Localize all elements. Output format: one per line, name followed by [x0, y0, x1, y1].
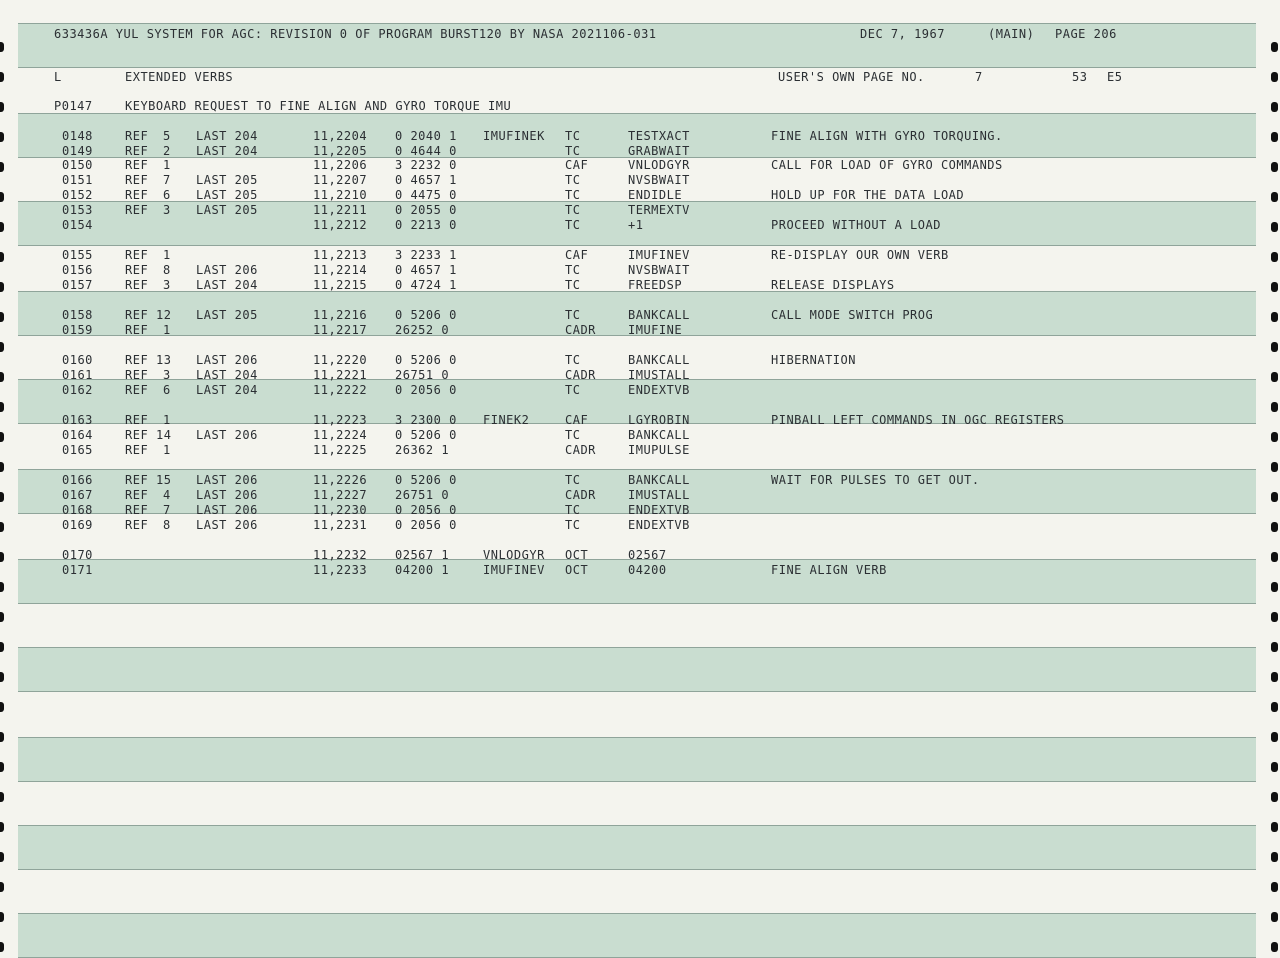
last-ref: LAST 204: [196, 383, 258, 397]
opcode: CAF: [565, 158, 589, 172]
octal-code: 02567 1: [395, 548, 450, 562]
code-1: 53: [1072, 70, 1088, 84]
feed-hole: [0, 462, 4, 472]
feed-hole: [0, 762, 4, 772]
ref-count: 14: [156, 428, 172, 442]
operand: ENDEXTVB: [628, 383, 690, 397]
ref-marker: REF: [125, 158, 149, 172]
operand: IMUSTALL: [628, 368, 690, 382]
listing-row: [0, 443, 1280, 458]
comment: RELEASE DISPLAYS: [771, 278, 895, 292]
octal-code: 0 4475 0: [395, 188, 457, 202]
line-number: 0163: [62, 413, 93, 427]
opcode: TC: [565, 263, 581, 277]
octal-code: 3 2232 0: [395, 158, 457, 172]
listing-row: [0, 203, 1280, 218]
ref-count: 3: [163, 278, 171, 292]
address: 11,2215: [313, 278, 368, 292]
ref-count: 8: [163, 518, 171, 532]
operand: NVSBWAIT: [628, 173, 690, 187]
opcode: TC: [565, 144, 581, 158]
feed-hole: [1271, 402, 1278, 412]
section-name: EXTENDED VERBS: [125, 70, 234, 84]
feed-hole: [0, 402, 4, 412]
operand: 04200: [628, 563, 667, 577]
ref-count: 1: [163, 248, 171, 262]
listing-row: [0, 428, 1280, 443]
section-tag: (MAIN): [988, 27, 1035, 41]
ref-count: 1: [163, 413, 171, 427]
address: 11,2204: [313, 129, 368, 143]
ref-marker: REF: [125, 308, 149, 322]
ref-marker: REF: [125, 503, 149, 517]
comment: FINE ALIGN WITH GYRO TORQUING.: [771, 129, 1003, 143]
operand: BANKCALL: [628, 428, 690, 442]
operand: TERMEXTV: [628, 203, 690, 217]
opcode: CADR: [565, 368, 596, 382]
opcode: CAF: [565, 248, 589, 262]
comment: PINBALL LEFT COMMANDS IN OGC REGISTERS: [771, 413, 1065, 427]
listing-row: [0, 144, 1280, 159]
line-number: 0162: [62, 383, 93, 397]
opcode: CAF: [565, 413, 589, 427]
ref-marker: REF: [125, 443, 149, 457]
job-line: 633436A YUL SYSTEM FOR AGC: REVISION 0 OF PROGRAM BURST120 BY NASA 2021106-031: [54, 27, 657, 41]
listing-row: [0, 503, 1280, 518]
listing-row: [0, 188, 1280, 203]
last-ref: LAST 206: [196, 518, 258, 532]
listing-row: [0, 353, 1280, 368]
listing-row: [0, 278, 1280, 293]
octal-code: 3 2233 1: [395, 248, 457, 262]
operand: GRABWAIT: [628, 144, 690, 158]
feed-hole: [0, 732, 4, 742]
opcode: OCT: [565, 548, 589, 562]
ref-marker: REF: [125, 173, 149, 187]
ref-count: 1: [163, 158, 171, 172]
octal-code: 0 4644 0: [395, 144, 457, 158]
opcode: TC: [565, 278, 581, 292]
ref-marker: REF: [125, 518, 149, 532]
title-line: [0, 99, 1280, 114]
line-number: 0148: [62, 129, 93, 143]
greenbar-band: [18, 825, 1256, 870]
opcode: CADR: [565, 443, 596, 457]
operand: +1: [628, 218, 644, 232]
feed-hole: [0, 822, 4, 832]
ref-count: 3: [163, 203, 171, 217]
feed-hole: [1271, 792, 1278, 802]
ref-marker: REF: [125, 323, 149, 337]
opcode: TC: [565, 503, 581, 517]
listing-row: [0, 129, 1280, 144]
print-date: DEC 7, 1967: [860, 27, 945, 41]
subheader-line: [0, 70, 1280, 85]
line-number: 0159: [62, 323, 93, 337]
opcode: CADR: [565, 488, 596, 502]
listing-row: [0, 158, 1280, 173]
last-ref: LAST 204: [196, 278, 258, 292]
feed-hole: [1271, 822, 1278, 832]
ref-marker: REF: [125, 413, 149, 427]
last-ref: LAST 206: [196, 503, 258, 517]
operand: VNLODGYR: [628, 158, 690, 172]
last-ref: LAST 206: [196, 488, 258, 502]
line-number: 0151: [62, 173, 93, 187]
line-number: 0157: [62, 278, 93, 292]
address: 11,2233: [313, 563, 368, 577]
address: 11,2213: [313, 248, 368, 262]
feed-hole: [0, 702, 4, 712]
address: 11,2207: [313, 173, 368, 187]
feed-hole: [0, 642, 4, 652]
title-text: KEYBOARD REQUEST TO FINE ALIGN AND GYRO TORQUE IMU: [125, 99, 512, 113]
listing-row: [0, 518, 1280, 533]
feed-hole: [1271, 702, 1278, 712]
comment: HIBERNATION: [771, 353, 856, 367]
line-number: 0155: [62, 248, 93, 262]
address: 11,2230: [313, 503, 368, 517]
octal-code: 0 5206 0: [395, 308, 457, 322]
feed-hole: [1271, 42, 1278, 52]
feed-hole: [1271, 672, 1278, 682]
last-ref: LAST 205: [196, 203, 258, 217]
address: 11,2223: [313, 413, 368, 427]
feed-hole: [0, 792, 4, 802]
listing-row: [0, 248, 1280, 263]
octal-code: 0 2056 0: [395, 383, 457, 397]
ref-count: 5: [163, 129, 171, 143]
octal-code: 04200 1: [395, 563, 450, 577]
ref-marker: REF: [125, 278, 149, 292]
ref-count: 3: [163, 368, 171, 382]
opcode: TC: [565, 428, 581, 442]
opcode: TC: [565, 353, 581, 367]
symbol-label: IMUFINEV: [483, 563, 545, 577]
operand: ENDEXTVB: [628, 518, 690, 532]
comment: CALL FOR LOAD OF GYRO COMMANDS: [771, 158, 1003, 172]
ref-marker: REF: [125, 383, 149, 397]
ref-marker: REF: [125, 428, 149, 442]
address: 11,2232: [313, 548, 368, 562]
address: 11,2206: [313, 158, 368, 172]
feed-hole: [0, 582, 4, 592]
last-ref: LAST 205: [196, 308, 258, 322]
operand: ENDEXTVB: [628, 503, 690, 517]
code-2: E5: [1107, 70, 1123, 84]
feed-hole: [0, 612, 4, 622]
address: 11,2224: [313, 428, 368, 442]
feed-hole: [1271, 642, 1278, 652]
ref-count: 1: [163, 443, 171, 457]
ref-count: 8: [163, 263, 171, 277]
ref-count: 12: [156, 308, 172, 322]
last-ref: LAST 204: [196, 368, 258, 382]
line-number: 0150: [62, 158, 93, 172]
ref-count: 6: [163, 383, 171, 397]
line-number: 0165: [62, 443, 93, 457]
feed-hole: [1271, 942, 1278, 952]
comment: CALL MODE SWITCH PROG: [771, 308, 934, 322]
opcode: TC: [565, 473, 581, 487]
greenbar-band: [18, 913, 1256, 958]
ref-marker: REF: [125, 263, 149, 277]
octal-code: 0 2213 0: [395, 218, 457, 232]
ref-count: 1: [163, 323, 171, 337]
listing-row: [0, 548, 1280, 563]
feed-hole: [1271, 882, 1278, 892]
listing-row: [0, 263, 1280, 278]
address: 11,2226: [313, 473, 368, 487]
comment: FINE ALIGN VERB: [771, 563, 887, 577]
line-number: 0156: [62, 263, 93, 277]
line-number: 0153: [62, 203, 93, 217]
ref-count: 2: [163, 144, 171, 158]
octal-code: 0 2056 0: [395, 503, 457, 517]
line-number: 0160: [62, 353, 93, 367]
opcode: TC: [565, 383, 581, 397]
feed-hole: [1271, 912, 1278, 922]
ref-count: 7: [163, 503, 171, 517]
address: 11,2225: [313, 443, 368, 457]
page-number: PAGE 206: [1055, 27, 1117, 41]
last-ref: LAST 204: [196, 144, 258, 158]
feed-hole: [1271, 582, 1278, 592]
ref-marker: REF: [125, 473, 149, 487]
opcode: TC: [565, 518, 581, 532]
comment: HOLD UP FOR THE DATA LOAD: [771, 188, 965, 202]
line-number: 0167: [62, 488, 93, 502]
listing-row: [0, 173, 1280, 188]
line-number: 0171: [62, 563, 93, 577]
ref-marker: REF: [125, 248, 149, 262]
listing-row: [0, 308, 1280, 323]
listing-row: [0, 413, 1280, 428]
ref-count: 4: [163, 488, 171, 502]
operand: IMUSTALL: [628, 488, 690, 502]
listing-row: [0, 383, 1280, 398]
operand: BANKCALL: [628, 308, 690, 322]
line-number: 0161: [62, 368, 93, 382]
ref-marker: REF: [125, 368, 149, 382]
symbol-label: FINEK2: [483, 413, 530, 427]
octal-code: 0 2056 0: [395, 518, 457, 532]
address: 11,2214: [313, 263, 368, 277]
feed-hole: [0, 882, 4, 892]
address: 11,2205: [313, 144, 368, 158]
operand: LGYROBIN: [628, 413, 690, 427]
octal-code: 0 2040 1: [395, 129, 457, 143]
ref-marker: REF: [125, 188, 149, 202]
last-ref: LAST 206: [196, 473, 258, 487]
listing-row: [0, 473, 1280, 488]
ref-marker: REF: [125, 353, 149, 367]
octal-code: 0 5206 0: [395, 473, 457, 487]
opcode: CADR: [565, 323, 596, 337]
octal-code: 26362 1: [395, 443, 450, 457]
last-ref: LAST 206: [196, 428, 258, 442]
opcode: OCT: [565, 563, 589, 577]
operand: IMUFINEV: [628, 248, 690, 262]
address: 11,2210: [313, 188, 368, 202]
octal-code: 3 2300 0: [395, 413, 457, 427]
address: 11,2227: [313, 488, 368, 502]
opcode: TC: [565, 203, 581, 217]
comment: WAIT FOR PULSES TO GET OUT.: [771, 473, 980, 487]
symbol-label: IMUFINEK: [483, 129, 545, 143]
address: 11,2211: [313, 203, 368, 217]
log-marker: L: [54, 70, 62, 84]
listing-row: [0, 563, 1280, 578]
operand: BANKCALL: [628, 473, 690, 487]
operand: IMUFINE: [628, 323, 683, 337]
operand: 02567: [628, 548, 667, 562]
last-ref: LAST 204: [196, 129, 258, 143]
line-number: 0152: [62, 188, 93, 202]
comment: RE-DISPLAY OUR OWN VERB: [771, 248, 949, 262]
ref-count: 6: [163, 188, 171, 202]
address: 11,2212: [313, 218, 368, 232]
users-page-number: 7: [975, 70, 983, 84]
octal-code: 0 2055 0: [395, 203, 457, 217]
address: 11,2221: [313, 368, 368, 382]
feed-hole: [0, 942, 4, 952]
opcode: TC: [565, 308, 581, 322]
line-number: 0164: [62, 428, 93, 442]
title-line-number: P0147: [54, 99, 93, 113]
listing-row: [0, 218, 1280, 233]
last-ref: LAST 206: [196, 263, 258, 277]
ref-count: 13: [156, 353, 172, 367]
line-number: 0170: [62, 548, 93, 562]
octal-code: 0 5206 0: [395, 353, 457, 367]
operand: IMUPULSE: [628, 443, 690, 457]
last-ref: LAST 206: [196, 353, 258, 367]
address: 11,2217: [313, 323, 368, 337]
opcode: TC: [565, 188, 581, 202]
operand: NVSBWAIT: [628, 263, 690, 277]
address: 11,2220: [313, 353, 368, 367]
octal-code: 26751 0: [395, 368, 450, 382]
line-number: 0149: [62, 144, 93, 158]
feed-hole: [0, 852, 4, 862]
operand: FREEDSP: [628, 278, 683, 292]
octal-code: 26252 0: [395, 323, 450, 337]
feed-hole: [0, 342, 4, 352]
octal-code: 0 4657 1: [395, 263, 457, 277]
ref-marker: REF: [125, 203, 149, 217]
address: 11,2231: [313, 518, 368, 532]
feed-hole: [1271, 762, 1278, 772]
opcode: TC: [565, 129, 581, 143]
feed-hole: [1271, 852, 1278, 862]
listing-row: [0, 488, 1280, 503]
users-page-label: USER'S OWN PAGE NO.: [778, 70, 925, 84]
feed-hole: [1271, 732, 1278, 742]
address: 11,2222: [313, 383, 368, 397]
last-ref: LAST 205: [196, 173, 258, 187]
symbol-label: VNLODGYR: [483, 548, 545, 562]
feed-hole: [1271, 342, 1278, 352]
ref-marker: REF: [125, 488, 149, 502]
operand: BANKCALL: [628, 353, 690, 367]
listing-row: [0, 368, 1280, 383]
opcode: TC: [565, 218, 581, 232]
octal-code: 0 5206 0: [395, 428, 457, 442]
operand: ENDIDLE: [628, 188, 683, 202]
line-number: 0154: [62, 218, 93, 232]
feed-hole: [0, 912, 4, 922]
feed-hole: [1271, 612, 1278, 622]
octal-code: 0 4657 1: [395, 173, 457, 187]
comment: PROCEED WITHOUT A LOAD: [771, 218, 941, 232]
line-number: 0166: [62, 473, 93, 487]
greenbar-band: [18, 647, 1256, 692]
octal-code: 0 4724 1: [395, 278, 457, 292]
address: 11,2216: [313, 308, 368, 322]
greenbar-band: [18, 737, 1256, 782]
line-number: 0169: [62, 518, 93, 532]
operand: TESTXACT: [628, 129, 690, 143]
ref-count: 15: [156, 473, 172, 487]
ref-marker: REF: [125, 144, 149, 158]
opcode: TC: [565, 173, 581, 187]
feed-hole: [1271, 462, 1278, 472]
ref-count: 7: [163, 173, 171, 187]
last-ref: LAST 205: [196, 188, 258, 202]
ref-marker: REF: [125, 129, 149, 143]
header-line: [0, 27, 1280, 42]
feed-hole: [0, 672, 4, 682]
octal-code: 26751 0: [395, 488, 450, 502]
line-number: 0158: [62, 308, 93, 322]
listing-row: [0, 323, 1280, 338]
line-number: 0168: [62, 503, 93, 517]
